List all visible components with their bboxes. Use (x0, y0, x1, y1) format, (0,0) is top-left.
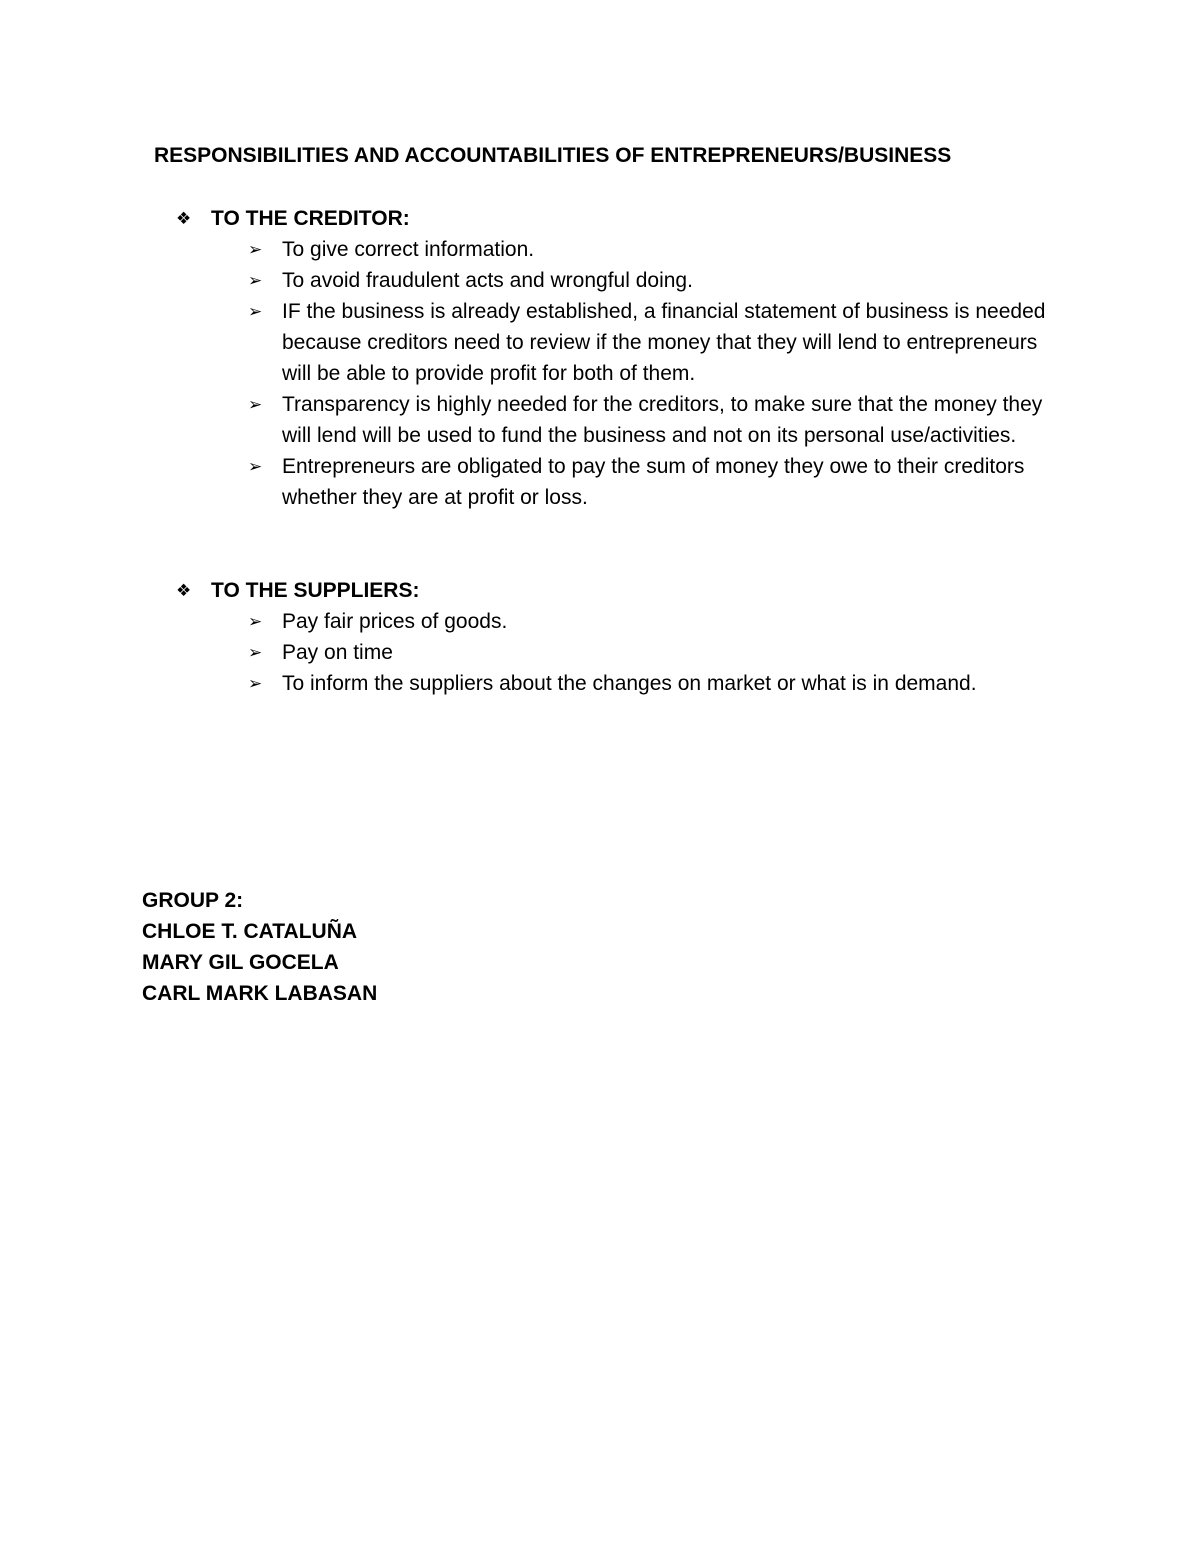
list-item (248, 606, 1076, 637)
list-item-text: Pay fair prices of goods. (282, 610, 508, 633)
arrow-bullet-icon: ➢ (248, 302, 263, 321)
group-label: GROUP 2: (142, 889, 244, 912)
list-item (248, 668, 1076, 699)
arrow-bullet-icon: ➢ (248, 457, 263, 476)
arrow-bullet-icon: ➢ (248, 612, 263, 631)
group-member: MARY GIL GOCELA (142, 951, 339, 974)
list-item-text: Entrepreneurs are obligated to pay the sum of money they owe to their creditors whether they are at profit or loss. (282, 455, 1025, 509)
section-heading: TO THE SUPPLIERS: (211, 579, 420, 602)
group-member: CHLOE T. CATALUÑA (142, 920, 358, 943)
list-item (248, 265, 1076, 296)
list-item (248, 637, 1076, 668)
list-item (248, 234, 1076, 265)
list-item-text: Transparency is highly needed for the creditors, to make sure that the money they will lend will be used to fund the business and not on its personal use/activities. (282, 393, 1043, 447)
list-item (248, 389, 1076, 451)
document-title: RESPONSIBILITIES AND ACCOUNTABILITIES OF ENTREPRENEURS/BUSINESS (154, 144, 952, 167)
section-creditor (176, 203, 1076, 513)
creditor-item-list (176, 234, 1076, 513)
diamond-bullet-icon: ❖ (176, 581, 192, 600)
arrow-bullet-icon: ➢ (248, 395, 263, 414)
section-heading-row (176, 203, 1076, 234)
list-item-text: To give correct information. (282, 238, 535, 261)
list-item-text: Pay on time (282, 641, 393, 664)
section-suppliers (176, 575, 1076, 699)
group-members (142, 885, 742, 1009)
list-item-text: To avoid fraudulent acts and wrongful doing. (282, 269, 693, 292)
diamond-bullet-icon: ❖ (176, 209, 192, 228)
list-item-text: To inform the suppliers about the changes on market or what is in demand. (282, 672, 977, 695)
section-heading: TO THE CREDITOR: (211, 207, 410, 230)
arrow-bullet-icon: ➢ (248, 271, 263, 290)
arrow-bullet-icon: ➢ (248, 674, 263, 693)
list-item-text: IF the business is already established, a financial statement of business is needed because creditors need to review if the money that they will lend to entrepreneurs will be able to provide profit for both of them. (282, 300, 1046, 385)
suppliers-item-list (176, 606, 1076, 699)
arrow-bullet-icon: ➢ (248, 240, 263, 259)
group-member: CARL MARK LABASAN (142, 982, 378, 1005)
section-heading-row (176, 575, 1076, 606)
list-item (248, 296, 1076, 389)
arrow-bullet-icon: ➢ (248, 643, 263, 662)
list-item (248, 451, 1076, 513)
